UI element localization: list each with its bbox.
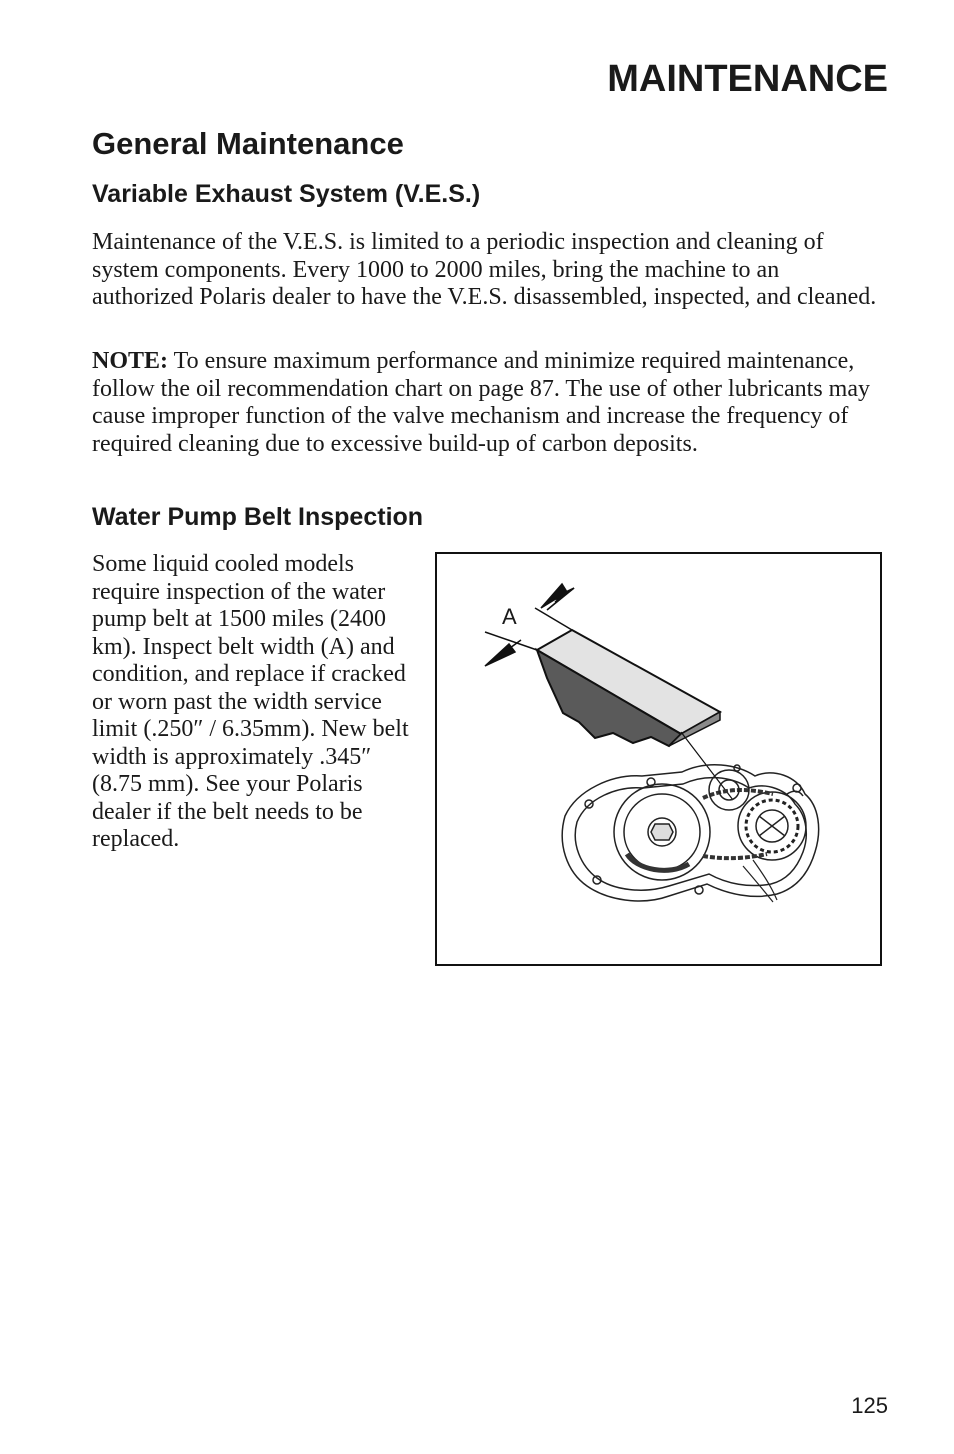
- belt-cross-section: [537, 630, 720, 746]
- section-heading: General Maintenance: [92, 126, 404, 161]
- page-number: 125: [851, 1393, 888, 1418]
- ves-paragraph: Maintenance of the V.E.S. is limited to a periodic inspection and cleaning of system components. Every 1000 to 2000 miles, bring the machine to an authorized Polaris dealer to have the V.E.S. disassembled, inspected, and cleaned.: [92, 229, 877, 310]
- water-pump-heading: Water Pump Belt Inspection: [92, 503, 424, 531]
- chapter-title: MAINTENANCE: [607, 58, 888, 100]
- pump-assembly-drawing: [562, 765, 818, 902]
- note-text: To ensure maximum performance and minimize required maintenance, follow the oil recommendation chart on page 87. The use of other lubricants may cause improper function of the valve mechanism and increase the frequency of required cleaning due to excessive build-up of carbon deposits.: [92, 348, 870, 457]
- ves-heading: Variable Exhaust System (V.E.S.): [92, 180, 481, 208]
- note-paragraph: [92, 348, 882, 458]
- dimension-label-a: A: [502, 604, 517, 629]
- water-pump-paragraph: Some liquid cooled models require inspection of the water pump belt at 1500 miles (2400 km). Inspect belt width (A) and condition, and replace if cracked or worn past the width service limit (.250″ / 6.35mm). New belt width is approximately .345″ (8.75 mm). See your Polaris dealer if the belt needs to be replaced.: [92, 551, 409, 852]
- note-label: NOTE:: [92, 348, 169, 374]
